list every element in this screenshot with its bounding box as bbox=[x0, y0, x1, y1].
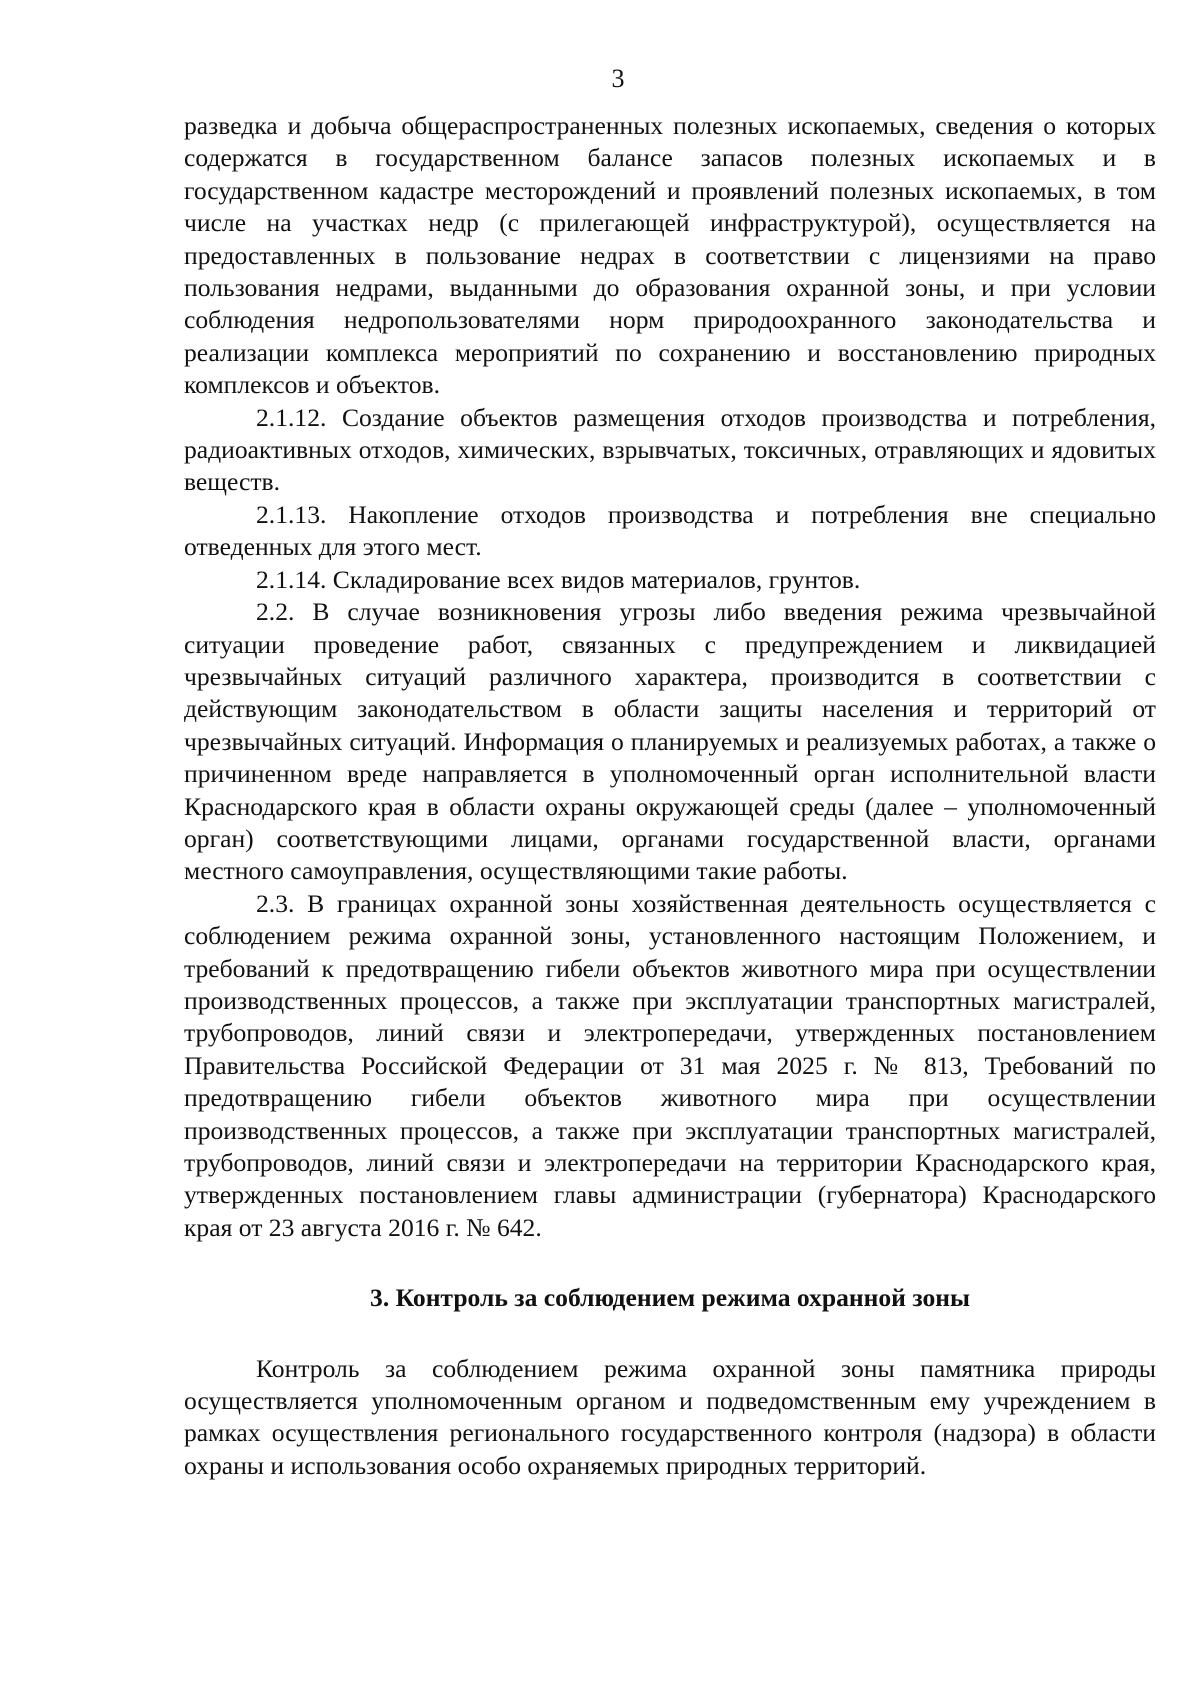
paragraph-2-1-12: 2.1.12. Создание объектов размещения отходов производства и потребления, радиоактивных отходов, химических, взрывчатых, токсичных, отравляющих и ядовитых веществ. bbox=[184, 402, 1156, 497]
paragraph-2-2: 2.2. В случае возникновения угрозы либо введения режима чрезвычайной ситуации проведение работ, связанных с предупреждением и ликвидацией чрезвычайных ситуаций различного характера, производится в соответствии с действующим законодательством в области защиты населения и территорий от чрезвычайных ситуаций. Информация о планируемых и реализуемых работах, а также о причиненном вреде направляется в уполномоченный орган исполнительной власти Краснодарского края в области охраны окружающей среды (далее – уполномоченный орган) соответствующими лицами, органами государственной власти, органами местного самоуправления, осуществляющими такие работы. bbox=[184, 597, 1156, 886]
paragraph-2-1-14: 2.1.14. Складирование всех видов материалов, грунтов. bbox=[256, 564, 861, 594]
paragraph-2-1-13: 2.1.13. Накопление отходов производства и потребления вне специально отведенных для этого мест. bbox=[184, 499, 1156, 562]
paragraph-continuation: разведка и добыча общераспространенных полезных ископаемых, сведения о которых содержатся в государственном балансе запасов полезных ископаемых и в государственном кадастре месторождений и проявлений полезных ископаемых, в том числе на участках недр (с прилегающей инфраструктурой), осуществляется на предоставленных в пользование недрах в соответствии с лицензиями на право пользования недрами, выданными до образования охранной зоны, и при условии соблюдения недропользователями норм природоохранного законодательства и реализации комплекса мероприятий по сохранению и восстановлению природных комплексов и объектов. bbox=[184, 111, 1156, 400]
document-body bbox=[184, 110, 1156, 1482]
page-number: 3 bbox=[611, 64, 625, 93]
paragraph-section-3: Контроль за соблюдением режима охранной зоны памятника природы осуществляется уполномоченным органом и подведомственным ему учреждением в рамках осуществления регионального государственного контроля (надзора) в области охраны и использования особо охраняемых природных территорий. bbox=[184, 1353, 1156, 1480]
section-heading-3: 3. Контроль за соблюдением режима охранной зоны bbox=[370, 1283, 970, 1313]
paragraph-2-3: 2.3. В границах охранной зоны хозяйственная деятельность осуществляется с соблюдением режима охранной зоны, установленного настоящим Положением, и требований к предотвращению гибели объектов животного мира при осуществлении производственных процессов, а также при эксплуатации транспортных магистралей, трубопроводов, линий связи и электропередачи, утвержденных постановлением Правительства Российской Федерации от 31 мая 2025 г. № 813, Требований по предотвращению гибели объектов животного мира при осуществлении производственных процессов, а также при эксплуатации транспортных магистралей, трубопроводов, линий связи и электропередачи на территории Краснодарского края, утвержденных постановлением главы администрации (губернатора) Краснодарского края от 23 августа 2016 г. № 642. bbox=[184, 888, 1156, 1242]
